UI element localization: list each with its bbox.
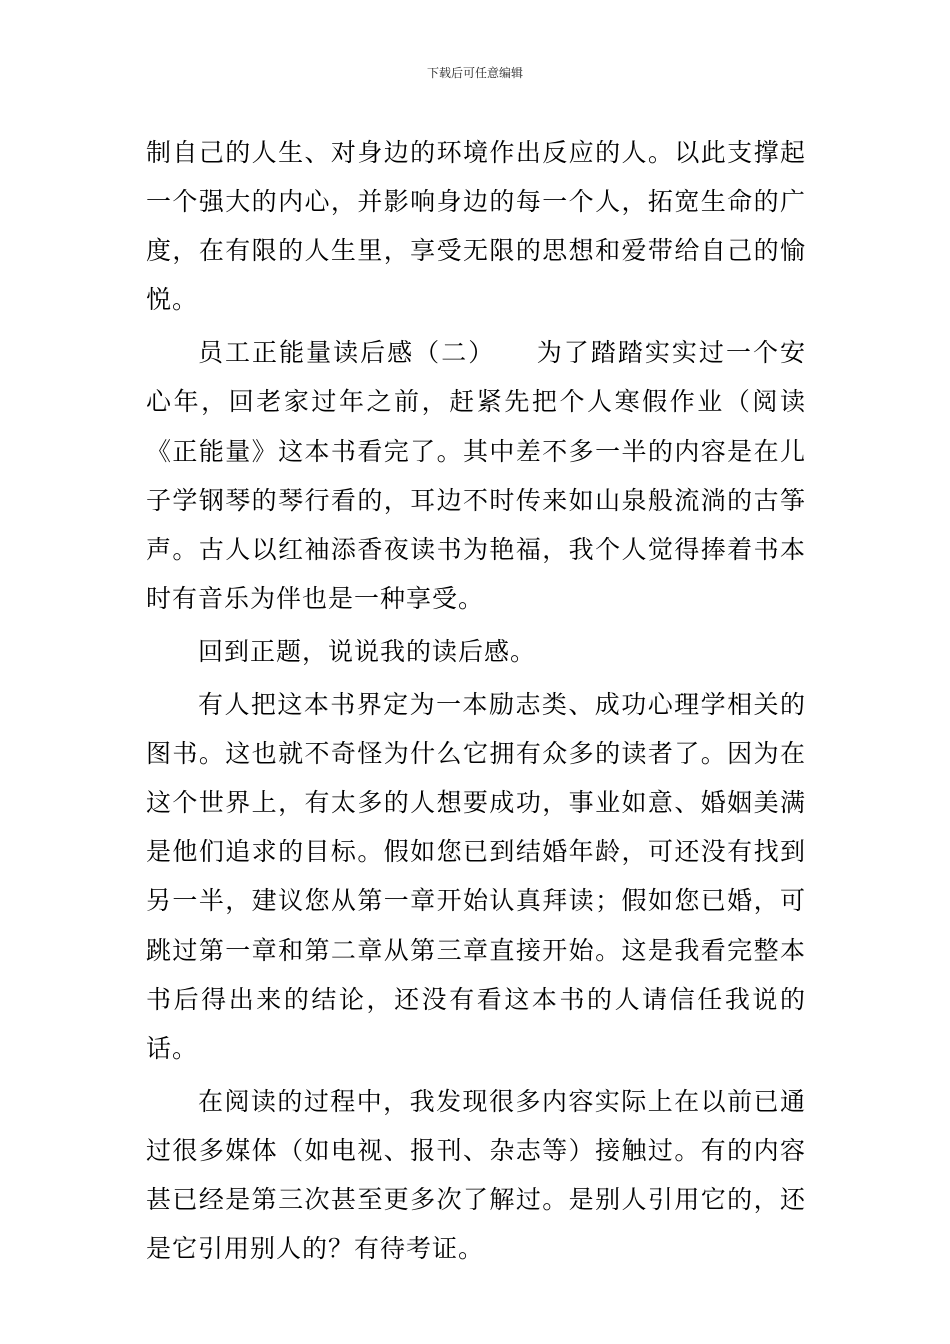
paragraph-reading-process: 在阅读的过程中，我发现很多内容实际上在以前已通过很多媒体（如电视、报刊、杂志等）接触过。有的内容甚已经是第三次甚至更多次了解过。是别人引用它的，还是它引用别人的？有待考证。: [146, 1086, 806, 1264]
paragraph-continuation: 制自己的人生、对身边的环境作出反应的人。以此支撑起一个强大的内心，并影响身边的每一个人，拓宽生命的广度，在有限的人生里，享受无限的思想和爱带给自己的愉悦。: [146, 138, 806, 315]
paragraph-title-intro: 员工正能量读后感（二） 为了踏踏实实过一个安心年，回老家过年之前，赶紧先把个人寒假作业（阅读《正能量》这本书看完了。其中差不多一半的内容是在儿子学钢琴的琴行看的，耳边不时传来如山泉般流淌的古筝声。古人以红袖添香夜读书为艳福，我个人觉得捧着书本时有音乐为伴也是一种享受。: [146, 338, 806, 613]
header-note: 下载后可任意编辑: [426, 66, 523, 80]
paragraph-book-category: 有人把这本书界定为一本励志类、成功心理学相关的图书。这也就不奇怪为什么它拥有众多的读者了。因为在这个世界上，有太多的人想要成功，事业如意、婚姻美满是他们追求的目标。假如您已到结婚年龄，可还没有找到另一半，建议您从第一章开始认真拜读；假如您已婚，可跳过第一章和第二章从第三章直接开始。这是我看完整本书后得出来的结论，还没有看这本书的人请信任我说的话。: [146, 690, 806, 1063]
document-body: [146, 128, 806, 1273]
paragraph-return-topic: 回到正题，说说我的读后感。: [198, 636, 537, 666]
